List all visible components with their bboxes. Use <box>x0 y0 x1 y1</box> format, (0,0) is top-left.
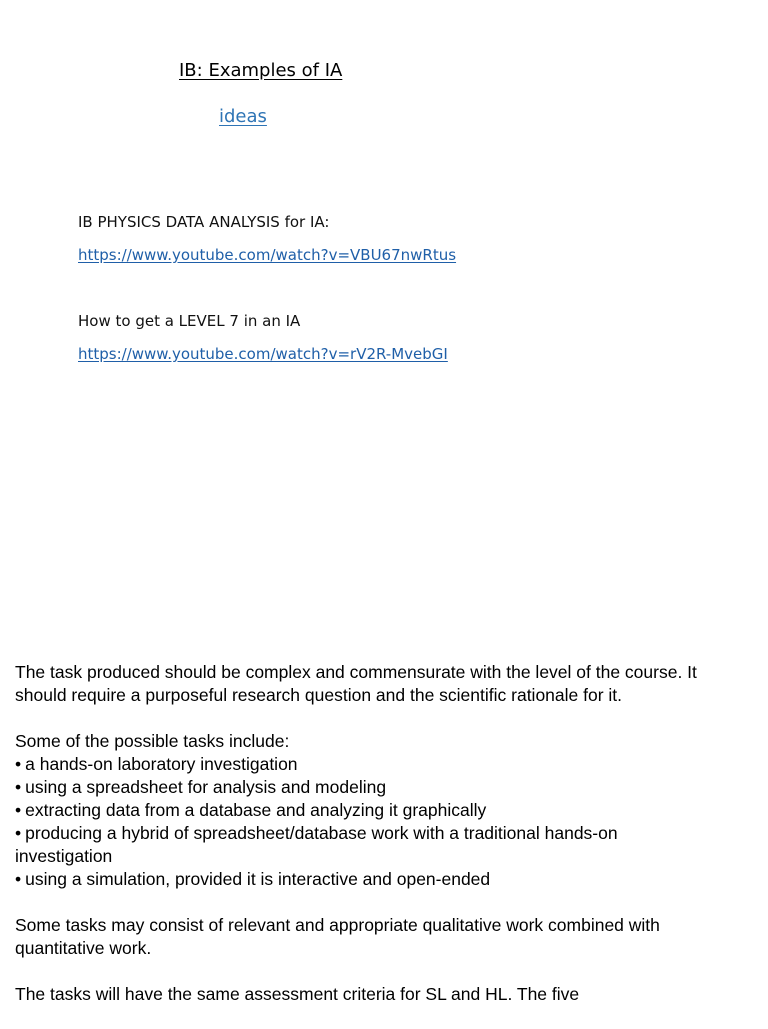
tasks-intro: Some of the possible tasks include: <box>15 731 290 751</box>
list-item-text: producing a hybrid of spreadsheet/database work with a traditional hands-on investigation <box>15 823 618 866</box>
list-item-text: extracting data from a database and analyzing it graphically <box>25 800 487 820</box>
task-list <box>15 753 715 891</box>
resource-url-link[interactable]: https://www.youtube.com/watch?v=rV2R-MvebGI <box>78 345 448 363</box>
list-item <box>15 868 715 891</box>
bullet-icon: • <box>15 754 22 774</box>
list-item <box>15 822 715 868</box>
list-item-text: a hands-on laboratory investigation <box>25 754 298 774</box>
list-item <box>15 776 715 799</box>
paragraph-qualitative-work: Some tasks may consist of relevant and appropriate qualitative work combined with quantitative work. <box>15 915 660 958</box>
body-text <box>15 661 715 1029</box>
resource-label: IB PHYSICS DATA ANALYSIS for IA: <box>78 213 330 231</box>
list-item <box>15 753 715 776</box>
list-item-text: using a spreadsheet for analysis and modeling <box>25 777 387 797</box>
paragraph-task-complexity: The task produced should be complex and commensurate with the level of the course. It should require a purposeful research question and the scientific rationale for it. <box>15 662 697 705</box>
bullet-icon: • <box>15 823 22 843</box>
paragraph-assessment-criteria: The tasks will have the same assessment criteria for SL and HL. The five <box>15 984 580 1004</box>
bullet-icon: • <box>15 800 22 820</box>
list-item-text: using a simulation, provided it is interactive and open-ended <box>25 869 491 889</box>
page-title: IB: Examples of IA <box>179 60 343 81</box>
resource-url-link[interactable]: https://www.youtube.com/watch?v=VBU67nwRtus <box>78 246 457 264</box>
bullet-icon: • <box>15 869 22 889</box>
resource-label: How to get a LEVEL 7 in an IA <box>78 312 301 330</box>
list-item <box>15 799 715 822</box>
ideas-link[interactable]: ideas <box>219 106 267 127</box>
bullet-icon: • <box>15 777 22 797</box>
